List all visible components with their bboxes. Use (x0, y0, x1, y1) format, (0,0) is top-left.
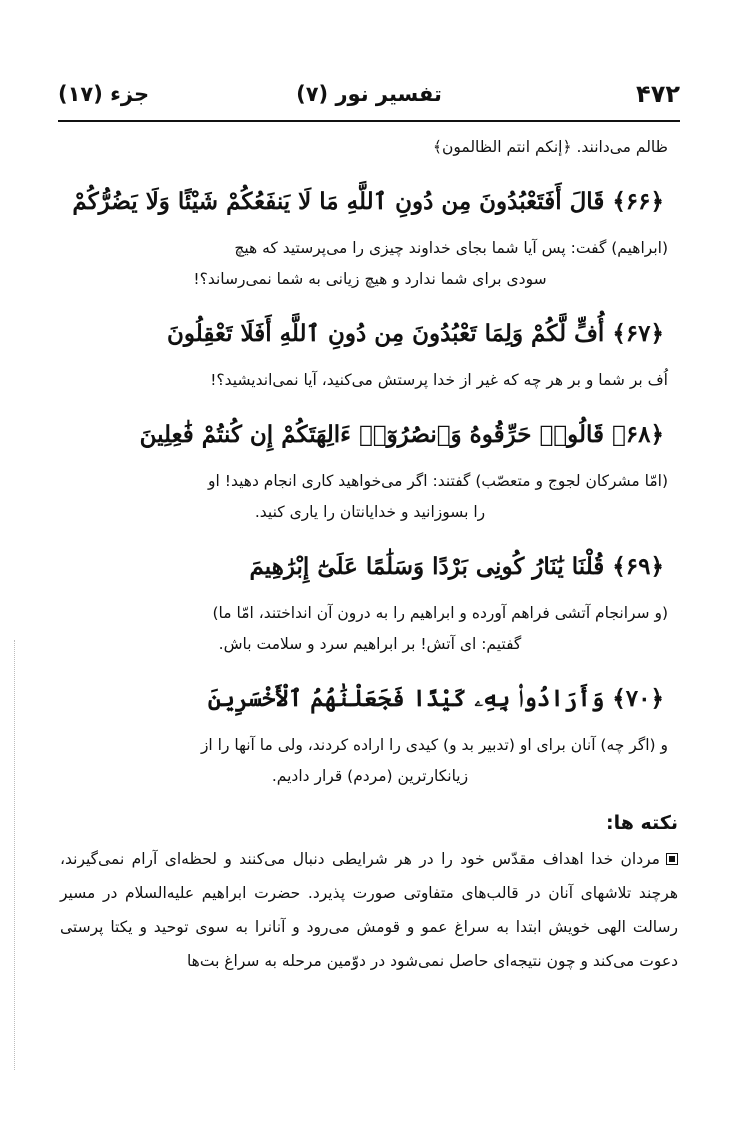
verse-70-translation-line: زیانکارترین (مردم) قرار دادیم. (271, 767, 469, 785)
verse-67-translation-line: اُف بر شما و بر هر چه که غیر از خدا پرستش می‌کنید، آیا نمی‌اندیشید؟! (210, 371, 668, 389)
square-bullet-icon (666, 853, 678, 865)
verse-70-translation-line: و (اگر چه) آنان برای او (تدبیر بد و) کیدی را اراده کردند، ولی ما آنها را از (200, 736, 668, 754)
verse-68-translation-line: (امّا مشرکان لجوج و متعصّب) گفتند: اگر می‌خواهید کاری انجام دهید! او (208, 472, 668, 490)
verse-66-translation-line: سودی برای شما ندارد و هیچ زیانی به شما نمی‌رساند؟! (193, 270, 547, 288)
page-body (72, 118, 668, 792)
page-header (58, 78, 680, 122)
notes-text: مردان خدا اهداف مقدّس خود را در هر شرایطی دنبال می‌کنند و لحظه‌ای آرام نمی‌گیرند، هرچند تلاشهای آنان در قالب‌های متفاوتی صورت پذیرد. حضرت ابراهیم علیه‌السلام در مسیر رسالت الهی خویش ابتدا به سراغ عمو و قومش می‌رود و آنانرا به سوی توحید و یکتا پرستی دعوت می‌کند و چون نتیجه‌ای حاصل نمی‌شود در دوّمین مرحله به سراغ بت‌ها (60, 850, 678, 970)
notes-paragraph (60, 842, 678, 978)
verse-70-arabic: ﴿۷۰﴾ وَأَرَادُوا۟ بِهِۦ كَيْدًا فَجَعَلْنَٰهُمُ ٱلْأَخْسَرِينَ (207, 685, 664, 712)
verse-69-translation-line: (و سرانجام آتشی فراهم آورده و ابراهیم را به درون آن انداختند، امّا ما) (212, 604, 668, 622)
intro-line: ظالم می‌دانند. ﴿إنكم انتم الظالمون﴾ (432, 138, 668, 156)
notes-heading: نکته ها: (606, 812, 678, 834)
verse-66-translation-line: (ابراهیم) گفت: پس آیا شما بجای خداوند چیزی را می‌پرستید که هیچ (234, 239, 668, 257)
verse-66-arabic: ﴿۶۶﴾ قَالَ أَفَتَعْبُدُونَ مِن دُونِ ٱللَّهِ مَا لَا يَنفَعُكُمْ شَيْئًا وَلَا يَضُرُّكُمْ (72, 188, 664, 215)
notes-section (60, 812, 678, 978)
verse-67-arabic: ﴿۶۷﴾ أُفٍّ لَّكُمْ وَلِمَا تَعْبُدُونَ مِن دُونِ ٱللَّهِ أَفَلَا تَعْقِلُونَ (166, 320, 664, 347)
verse-69-arabic: ﴿۶۹﴾ قُلْنَا يَٰنَارُ كُونِى بَرْدًا وَسَلَٰمًا عَلَىٰٓ إِبْرَٰهِيمَ (249, 553, 664, 580)
verse-69-translation-line: گفتیم: ای آتش! بر ابراهیم سرد و سلامت باش. (218, 635, 522, 653)
book-title: تفسیر نور (۷) (296, 82, 442, 106)
verse-68-arabic: ﴿۶۸﴾ قَالُوا۟ حَرِّقُوهُ وَٱنصُرُوٓا۟ ءَالِهَتَكُمْ إِن كُنتُمْ فَٰعِلِينَ (139, 421, 664, 448)
juz-label: جزء (۱۷) (58, 82, 150, 106)
page-number: ۴۷۲ (636, 80, 680, 108)
verse-68-translation-line: را بسوزانید و خدایانتان را یاری کنید. (254, 503, 486, 521)
scan-edge-artifact (14, 640, 17, 1070)
